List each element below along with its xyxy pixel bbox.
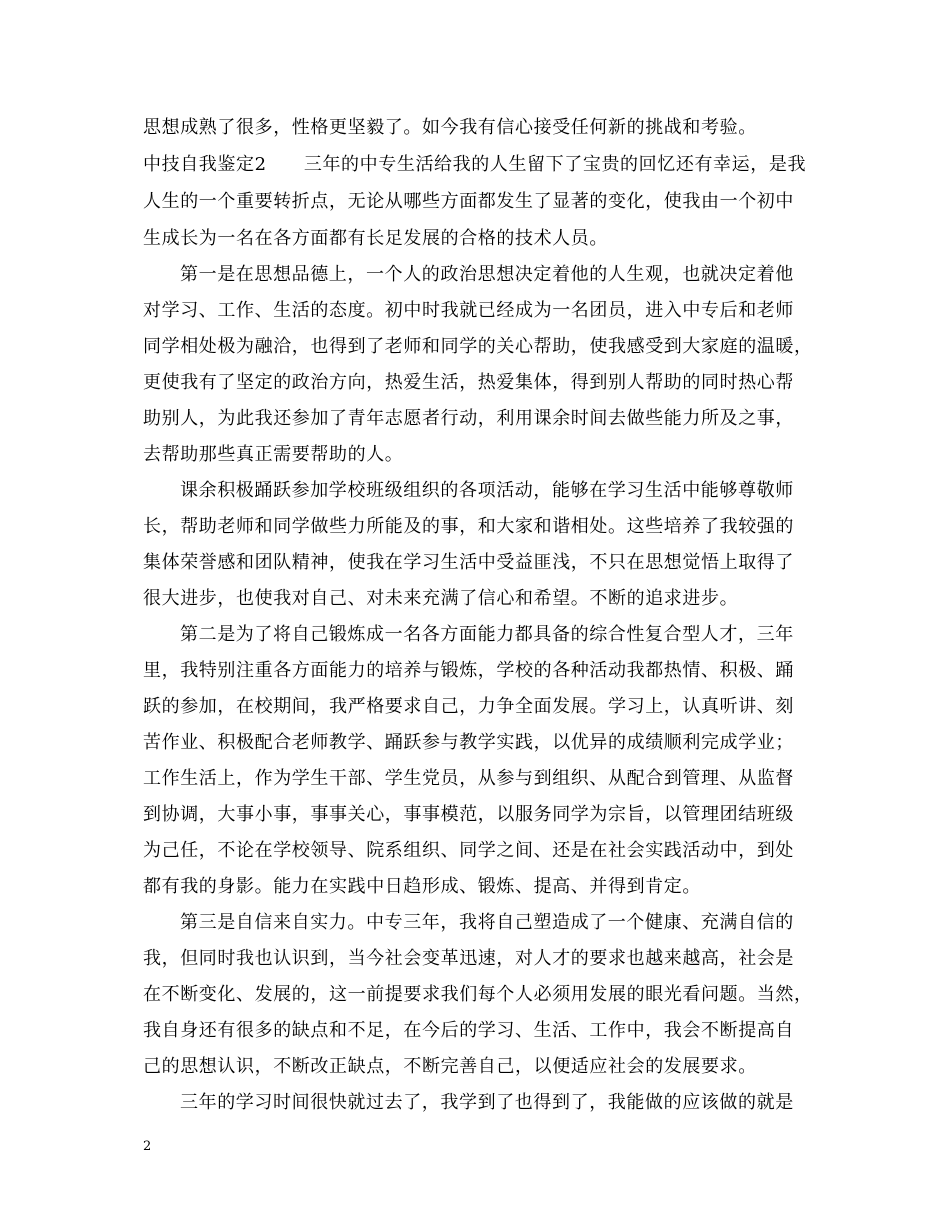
text-line: 同学相处极为融洽，也得到了老师和同学的关心帮助，使我感受到大家庭的温暖， — [143, 336, 813, 357]
text-line: 为己任，不论在学校领导、院系组织、同学之间、还是在社会实践活动中，到处 — [143, 840, 794, 861]
text-line: 都有我的身影。能力在实践中日趋形成、锻炼、提高、并得到肯定。 — [143, 876, 701, 897]
text-line: 跃的参加，在校期间，我严格要求自己，力争全面发展。学习上，认真听讲、刻 — [143, 696, 794, 717]
text-line: 三年的学习时间很快就过去了，我学到了也得到了，我能做的应该做的就是 — [180, 1092, 794, 1113]
text-line: 集体荣誉感和团队精神，使我在学习生活中受益匪浅，不只在思想觉悟上取得了 — [143, 552, 794, 573]
text-line: 在不断变化、发展的，这一前提要求我们每个人必须用发展的眼光看问题。当然， — [143, 984, 813, 1005]
text-line: 对学习、工作、生活的态度。初中时我就已经成为一名团员，进入中专后和老师 — [143, 300, 794, 321]
text-line: 去帮助那些真正需要帮助的人。 — [143, 444, 404, 465]
text-line: 思想成熟了很多，性格更坚毅了。如今我有信心接受任何新的挑战和考验。 — [143, 117, 757, 138]
page-number: 2 — [143, 1139, 152, 1154]
text-line: 长，帮助老师和同学做些力所能及的事，和大家和谐相处。这些培养了我较强的 — [143, 516, 794, 537]
text-line: 第二是为了将自己锻炼成一名各方面能力都具备的综合性复合型人才，三年 — [180, 624, 794, 645]
text-line: 生成长为一名在各方面都有长足发展的合格的技术人员。 — [143, 228, 608, 249]
text-line: 很大进步，也使我对自己、对未来充满了信心和希望。不断的追求进步。 — [143, 588, 739, 609]
text-line: 我，但同时我也认识到，当今社会变革迅速，对人才的要求也越来越高，社会是 — [143, 948, 794, 969]
text-line: 助别人，为此我还参加了青年志愿者行动，利用课余时间去做些能力所及之事， — [143, 408, 794, 429]
text-line: 我自身还有很多的缺点和不足，在今后的学习、生活、工作中，我会不断提高自 — [143, 1020, 794, 1041]
text-line: 人生的一个重要转折点，无论从哪些方面都发生了显著的变化，使我由一个初中 — [143, 191, 794, 212]
text-line: 第一是在思想品德上，一个人的政治思想决定着他的人生观，也就决定着他 — [180, 264, 794, 285]
text-line: 己的思想认识，不断改正缺点，不断完善自己，以便适应社会的发展要求。 — [143, 1056, 757, 1077]
text-line: 课余积极踊跃参加学校班级组织的各项活动，能够在学习生活中能够尊敬师 — [180, 480, 794, 501]
text-line: 里，我特别注重各方面能力的培养与锻炼，学校的各种活动我都热情、积极、踊 — [143, 660, 794, 681]
text-line: 到协调，大事小事，事事关心，事事模范，以服务同学为宗旨，以管理团结班级 — [143, 804, 794, 825]
text-line: 工作生活上，作为学生干部、学生党员，从参与到组织、从配合到管理、从监督 — [143, 768, 794, 789]
text-line: 中技自我鉴定2 三年的中专生活给我的人生留下了宝贵的回忆还有幸运，是我 — [143, 154, 807, 175]
text-line: 更使我有了坚定的政治方向，热爱生活，热爱集体，得到别人帮助的同时热心帮 — [143, 372, 794, 393]
text-line: 苦作业、积极配合老师教学、踊跃参与教学实践，以优异的成绩顺利完成学业； — [143, 732, 794, 753]
text-line: 第三是自信来自实力。中专三年，我将自己塑造成了一个健康、充满自信的 — [180, 912, 794, 933]
